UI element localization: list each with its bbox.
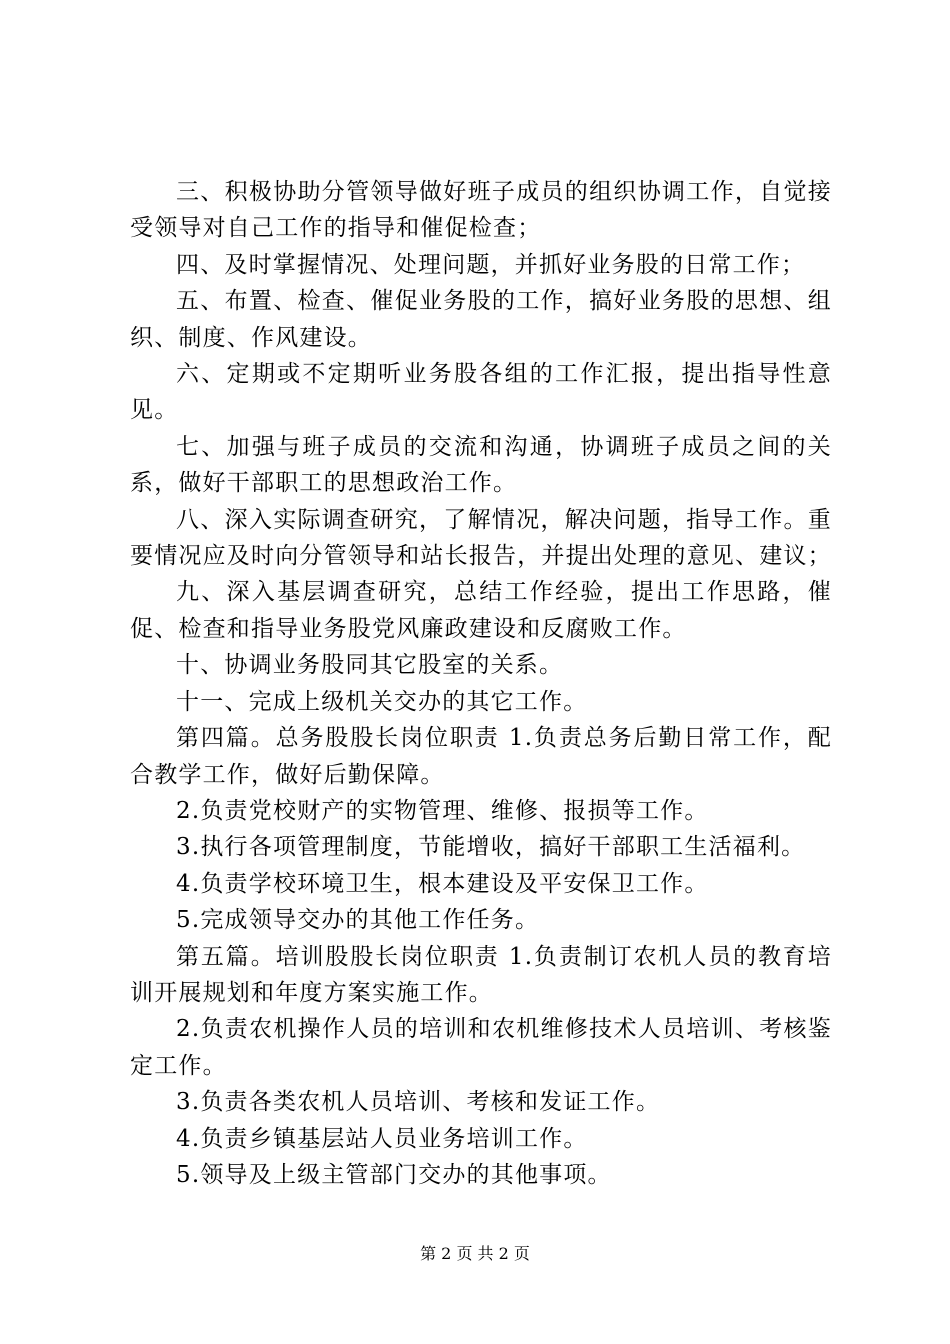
section-5-item-2: 2.负责农机操作人员的培训和农机维修技术人员培训、考核鉴定工作。 (130, 1016, 832, 1079)
paragraph-4: 四、及时掌握情况、处理问题，并抓好业务股的日常工作； (176, 251, 806, 278)
paragraph-9: 九、深入基层调查研究，总结工作经验，提出工作思路，催促、检查和指导业务股党风廉政建设和反腐败工作。 (130, 579, 832, 642)
paragraph-5: 五、布置、检查、催促业务股的工作，搞好业务股的思想、组织、制度、作风建设。 (130, 288, 832, 351)
section-5-heading: 第五篇。培训股股长岗位职责 1.负责制订农机人员的教育培训开展规划和年度方案实施工作。 (130, 943, 832, 1006)
section-4-item-2: 2.负责党校财产的实物管理、维修、报损等工作。 (176, 797, 709, 824)
section-4-heading: 第四篇。总务股股长岗位职责 1.负责总务后勤日常工作，配合教学工作，做好后勤保障。 (130, 725, 832, 788)
paragraph-10: 十、协调业务股同其它股室的关系。 (176, 652, 564, 679)
section-4-item-4: 4.负责学校环境卫生，根本建设及平安保卫工作。 (176, 870, 709, 897)
section-5-item-5: 5.领导及上级主管部门交办的其他事项。 (176, 1161, 612, 1188)
document-body (130, 174, 832, 1193)
paragraph-3: 三、积极协助分管领导做好班子成员的组织协调工作，自觉接受领导对自己工作的指导和催促检查； (130, 179, 832, 242)
section-5-item-3: 3.负责各类农机人员培训、考核和发证工作。 (176, 1089, 661, 1116)
section-4-item-5: 5.完成领导交办的其他工作任务。 (176, 907, 540, 934)
paragraph-11: 十一、完成上级机关交办的其它工作。 (176, 688, 588, 715)
section-5-item-4: 4.负责乡镇基层站人员业务培训工作。 (176, 1125, 588, 1152)
section-4-item-3: 3.执行各项管理制度，节能增收，搞好干部职工生活福利。 (176, 834, 806, 861)
paragraph-7: 七、加强与班子成员的交流和沟通，协调班子成员之间的关系，做好干部职工的思想政治工作。 (130, 433, 832, 497)
paragraph-8: 八、深入实际调查研究，了解情况，解决问题，指导工作。重要情况应及时向分管领导和站长报告，并提出处理的意见、建议； (130, 506, 832, 570)
paragraph-6: 六、定期或不定期听业务股各组的工作汇报，提出指导性意见。 (130, 361, 832, 424)
page-number-footer: 第 2 页 共 2 页 (420, 1244, 530, 1263)
